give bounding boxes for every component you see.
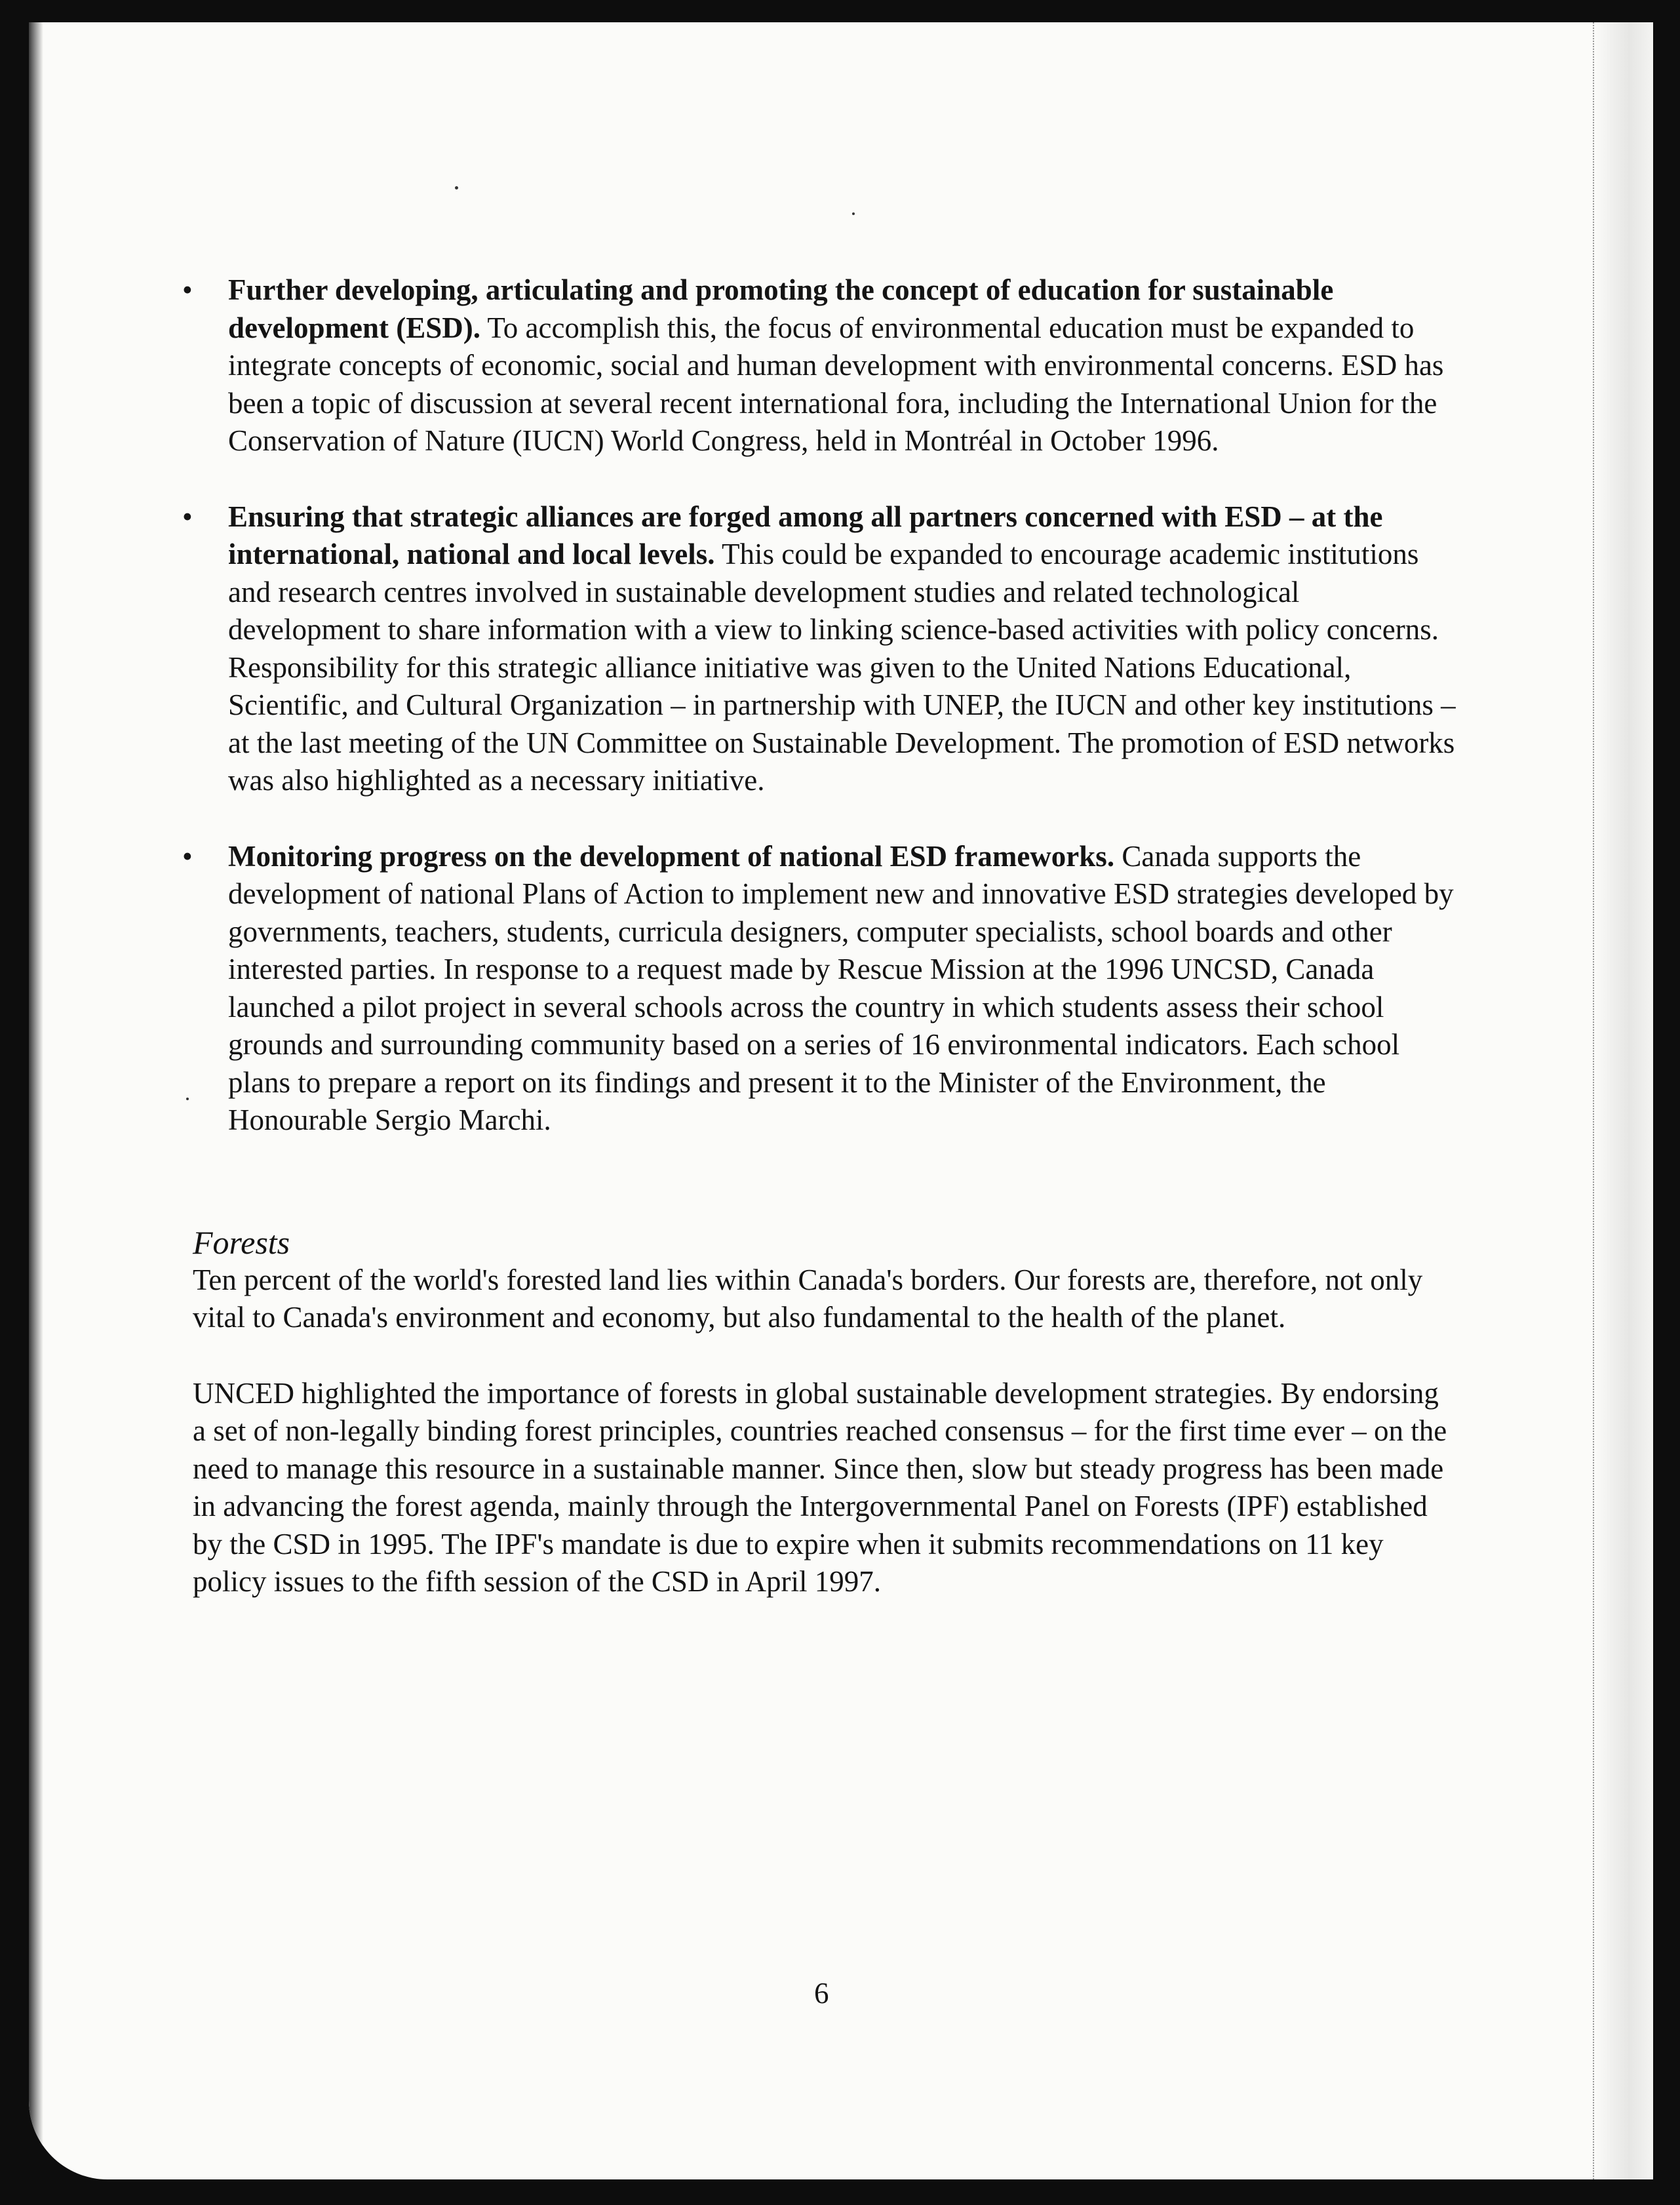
scan-speck (186, 1098, 189, 1100)
bullet-icon: • (182, 273, 193, 306)
scan-speck (852, 212, 855, 215)
bullet-lead: Ensuring that strategic alliances are forged among all partners concerned with ESD – at the international, national and local levels. (228, 500, 1383, 570)
document-page (29, 22, 1653, 2179)
scan-right-edge (1593, 22, 1653, 2179)
bullet-lead: Monitoring progress on the development of national ESD frameworks. (228, 839, 1115, 873)
bullet-item-esd-concept (182, 271, 1459, 460)
scan-left-edge (29, 22, 43, 2179)
bullet-icon: • (182, 839, 193, 873)
bullet-body: This could be expanded to encourage academic institutions and research centres involved in sustainable development studies and related technological development to share information with a view to linking science-based activities with policy concerns. Responsibility for this strategic alliance initiative was given to the United Nations Educational, Scientific, and Cultural Organization – in partnership with UNEP, the IUCN and other key institutions – at the last meeting of the UN Committee on Sustainable Development. The promotion of ESD networks was also highlighted as a necessary initiative. (228, 538, 1456, 797)
forests-paragraph-2: UNCED highlighted the importance of forests in global sustainable development strategies. By endorsing a set of non-legally binding forest principles, countries reached consensus – for the first time ever – on the need to manage this resource in a sustainable manner. Since then, slow but steady progress has been made in advancing the forest agenda, mainly through the Intergovernmental Panel on Forests (IPF) established by the CSD in 1995. The IPF's mandate is due to expire when it submits recommendations on 11 key policy issues to the fifth session of the CSD in April 1997. (193, 1376, 1447, 1598)
bullet-lead: Further developing, articulating and promoting the concept of education for sustainable development (ESD). (228, 273, 1334, 344)
main-content (182, 271, 1459, 1639)
scan-speck (455, 186, 458, 189)
bullet-item-monitoring-progress (182, 838, 1459, 1140)
page-number: 6 (814, 1977, 829, 2010)
bullet-body: Canada supports the development of national Plans of Action to implement new and innovative ESD strategies developed by governments, teachers, students, curricula designers, computer specialists, school boards and other interested parties. In response to a request made by Rescue Mission at the 1996 UNCSD, Canada launched a pilot project in several schools across the country in which students assess their school grounds and surrounding community based on a series of 16 environmental indicators. Each school plans to prepare a report on its findings and present it to the Minister of the Environment, the Honourable Sergio Marchi. (228, 839, 1454, 1136)
bullet-body: To accomplish this, the focus of environmental education must be expanded to integrate concepts of economic, social and human development with environmental concerns. ESD has been a topic of discussion at several recent international fora, including the International Union for the Conservation of Nature (IUCN) World Congress, held in Montréal in October 1996. (228, 311, 1444, 457)
forests-paragraph-1: Ten percent of the world's forested land lies within Canada's borders. Our forests are, therefore, not only vital to Canada's environment and economy, but also fundamental to the health of the planet. (193, 1263, 1423, 1334)
bullet-item-strategic-alliances (182, 498, 1459, 800)
section-heading-forests: Forests (193, 1223, 290, 1261)
bullet-icon: • (182, 500, 193, 533)
